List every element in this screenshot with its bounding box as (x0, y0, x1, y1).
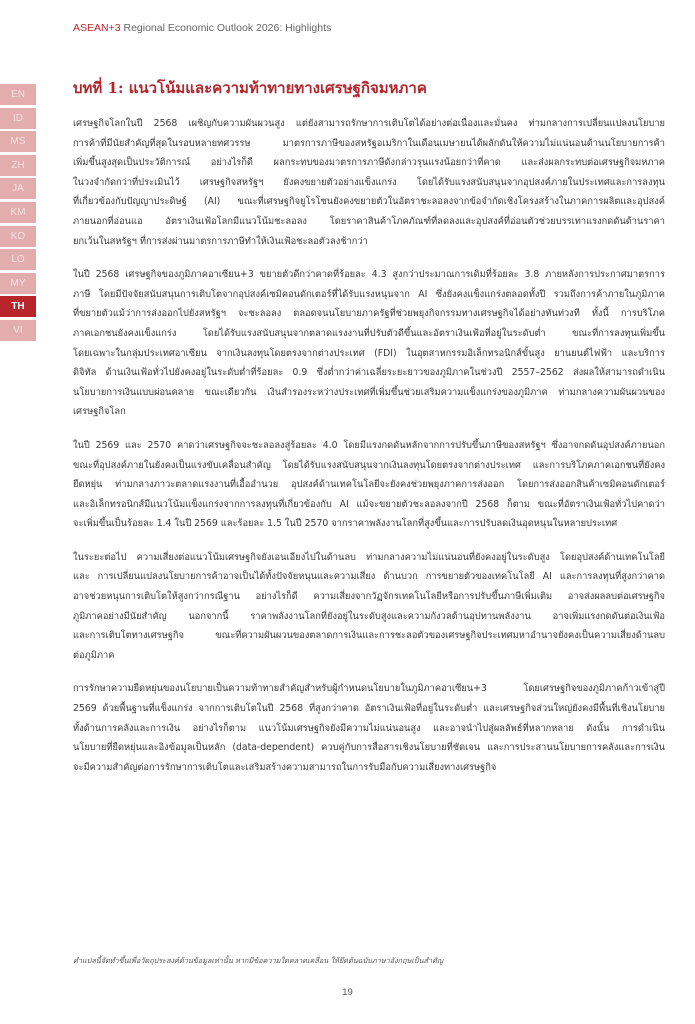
text-line: ภูมิภาคอย่างมีนัยสำคัญ นอกจากนี้ ราคาพลังงานโลกที่ยังอยู่ในระดับสูงและความกังวลด้านอุปทานพลังงาน อาจเพิ่มแรงกดดันต่อเงินเฟ้อ (73, 610, 665, 622)
text-line: ในปี 2568 เศรษฐกิจของภูมิภาคอาเซียน+3 ขยายตัวดีกว่าคาดที่ร้อยละ 4.3 สูงกว่าประมาณการเดิมที่ร้อยละ 3.8 ภายหลังการประกาศมาตรการ (73, 269, 665, 281)
running-header (73, 22, 331, 34)
paragraph (73, 114, 665, 251)
language-tab-id[interactable]: ID (0, 108, 36, 129)
text-line: และ การเปลี่ยนแปลงนโยบายการค้าอาจเป็นได้ทั้งปัจจัยหนุนและความเสี่ยง ด้านบวก การขยายตัวของเทคโนโลยี AI และการลงทุนที่สูงกว่าคาด (73, 571, 665, 583)
language-tab-ja[interactable]: JA (0, 178, 36, 199)
text-line: ในระยะต่อไป ความเสี่ยงต่อแนวโน้มเศรษฐกิจยังเอนเอียงไปในด้านลบ ท่ามกลางความไม่แน่นอนที่ยังคงอยู่ในระดับสูง โดยอุปสงค์ด้านเทคโนโลยี (73, 551, 665, 563)
text-line: การรักษาความยืดหยุ่นของนโยบายเป็นความท้าทายสำคัญสำหรับผู้กำหนดนโยบายในภูมิภาคอาเซียน+3 โดยเศรษฐกิจของภูมิภาคก้าวเข้าสู่ปี (73, 683, 665, 695)
text-line: ภาษี โดยมีปัจจัยสนับสนุนการเติบโตจากอุปสงค์เซมิคอนดักเตอร์ที่ได้รับแรงหนุนจาก AI ซึ่งยังคงแข็งแกร่งตลอดทั้งปี รวมถึงการค้าภายในภูมิภาค (73, 288, 665, 300)
language-tab-en[interactable]: EN (0, 84, 36, 105)
text-line: ขณะที่อุปสงค์ภายในยังคงเป็นแรงขับเคลื่อนสำคัญ โดยได้รับแรงสนับสนุนจากเงินลงทุนโดยตรงจากต่างประเทศ และการบริโภคภาคเอกชนที่ยังคง (73, 459, 665, 471)
paragraph (73, 679, 665, 777)
language-tabs (0, 84, 36, 344)
header-brand: ASEAN+3 (73, 22, 121, 34)
language-tab-ko[interactable]: KO (0, 226, 36, 247)
paragraph (73, 548, 665, 666)
text-line: ในวงจำกัดกว่าที่ประเมินไว้ เศรษฐกิจสหรัฐฯ ยังคงขยายตัวอย่างแข็งแกร่ง โดยได้รับแรงสนับสนุนจากอุปสงค์ภายในประเทศและการลงทุน (73, 176, 665, 188)
text-line: เศรษฐกิจโลกในปี 2568 เผชิญกับความผันผวนสูง แต่ยังสามารถรักษาการเติบโตได้อย่างต่อเนื่องและมั่นคง ท่ามกลางการเปลี่ยนแปลงนโยบาย (73, 118, 665, 129)
text-line: นโยบายที่ยืดหยุ่นและอิงข้อมูลเป็นหลัก (data-dependent) ควบคู่กับการสื่อสารเชิงนโยบายที่ชัดเจน และการประสานนโยบายการคลังและการเงิน (73, 742, 665, 754)
text-line: ภาคเอกชนยังคงแข็งแกร่ง โดยได้รับแรงสนับสนุนจากตลาดแรงงานที่ปรับตัวดีขึ้นและอัตราเงินเฟ้อที่อยู่ในระดับต่ำ ขณะที่การลงทุนเพิ่มขึ้น (73, 327, 665, 339)
text-line: และการเติบโตทางเศรษฐกิจ ขณะที่ความผันผวนของตลาดการเงินและการชะลอตัวของเศรษฐกิจประเทศมหาอำนาจยังคงเป็นความเสี่ยงด้านลบ (73, 630, 665, 642)
text-line: โดยเฉพาะในกลุ่มประเทศอาเซียน จากเงินลงทุนโดยตรงจากต่างประเทศ (FDI) ในอุตสาหกรรมอิเล็กทรอนิกส์ขั้นสูง ยานยนต์ไฟฟ้า และบริการ (73, 347, 665, 359)
language-tab-ms[interactable]: MS (0, 131, 36, 152)
text-line: ที่เกี่ยวข้องกับปัญญาประดิษฐ์ (AI) ขณะที่เศรษฐกิจยูโรโซนยังคงขยายตัวในอัตราชะลอลงจากข้อจำกัดเชิงโครงสร้างในภาคการผลิตและอุปสงค์ (73, 196, 665, 208)
language-tab-vi[interactable]: VI (0, 320, 36, 341)
language-tab-zh[interactable]: ZH (0, 155, 36, 176)
text-line: ต่อภูมิภาค (73, 649, 115, 661)
text-line: ที่ขยายตัวแม้ว่าการส่งออกไปยังสหรัฐฯ จะชะลอลง ตลอดจนนโยบายภาครัฐที่ช่วยพยุงกิจกรรมทางเศรษฐกิจได้อย่างทันท่วงที ทั้งนี้ การบริโภค (73, 308, 665, 320)
text-line: การค้าที่มีนัยสำคัญที่สุดในรอบหลายทศวรรษ มาตรการภาษีของสหรัฐอเมริกาในเดือนเมษายนได้ผลักดันให้ความไม่แน่นอนด้านนโยบายการค้า (73, 137, 665, 149)
page-number: 19 (342, 987, 353, 998)
body-text (73, 114, 665, 791)
language-tab-my[interactable]: MY (0, 273, 36, 294)
text-line: ดิจิทัล ด้านเงินเฟ้อทั่วไปยังคงอยู่ในระดับต่ำที่ร้อยละ 0.9 ซึ่งต่ำกว่าค่าเฉลี่ยระยะยาวของภูมิภาคในช่วงปี 2557–2562 ส่งผลให้สามารถดำเนิน (73, 367, 665, 379)
text-line: เพิ่มขึ้นสูงสุดเป็นประวัติการณ์ อย่างไรก็ดี ผลกระทบของมาตรการภาษีดังกล่าวรุนแรงน้อยกว่าที่คาด และส่งผลกระทบต่อเศรษฐกิจมหภาค (73, 157, 665, 169)
text-line: และอิเล็กทรอนิกส์มีแนวโน้มแข็งแกร่งจากการลงทุนที่เกี่ยวข้องกับ AI แม้จะขยายตัวชะลอลงจากปี 2568 ก็ตาม ขณะที่อัตราเงินเฟ้อทั่วไปคาดว่า (73, 498, 665, 510)
text-line: ในปี 2569 และ 2570 คาดว่าเศรษฐกิจจะชะลอลงสู่ร้อยละ 4.0 โดยมีแรงกดดันหลักจากการปรับขึ้นภาษีของสหรัฐฯ ซึ่งอาจกดดันอุปสงค์ภายนอก (73, 439, 665, 451)
text-line: อาจช่วยหนุนการเติบโตให้สูงกว่ากรณีฐาน อย่างไรก็ดี ความเสี่ยงจากวัฏจักรเทคโนโลยีหรือการปรับขึ้นภาษีเพิ่มเติม อาจส่งผลลบต่อเศรษฐกิจ (73, 591, 665, 603)
paragraph (73, 436, 665, 534)
text-line: ภายนอกที่อ่อนแอ อัตราเงินเฟ้อโลกมีแนวโน้มชะลอลง โดยราคาสินค้าโภคภัณฑ์ที่ลดลงและอุปสงค์ที่อ่อนตัวช่วยบรรเทาแรงกดดันด้านราคา (73, 215, 665, 227)
text-line: จะมีความสำคัญต่อการรักษาการเติบโตและเสริมสร้างความสามารถในการรับมือกับความเสี่ยงทางเศรษฐกิจ (73, 761, 497, 773)
text-line: 2569 ด้วยพื้นฐานที่แข็งแกร่ง จากการเติบโตในปี 2568 ที่สูงกว่าคาด อัตราเงินเฟ้อที่อยู่ในระดับต่ำ และเศรษฐกิจส่วนใหญ่ยังคงมีพื้นที่เชิงนโยบาย (73, 703, 665, 715)
text-line: ทั้งด้านการคลังและการเงิน อย่างไรก็ตาม แนวโน้มเศรษฐกิจยังมีความไม่แน่นอนสูง และอาจนำไปสู่ผลลัพธ์ที่หลากหลาย ดังนั้น การดำเนิน (73, 722, 665, 734)
paragraph (73, 265, 665, 422)
text-line: เศรษฐกิจโลก (73, 406, 126, 418)
language-tab-km[interactable]: KM (0, 202, 36, 223)
text-line: ยืดหยุ่น ท่ามกลางภาวะตลาดแรงงานที่เอื้ออำนวย อุปสงค์ด้านเทคโนโลยีจะยังคงช่วยพยุงภาคการส่งออก โดยการส่งออกสินค้าเซมิคอนดักเตอร์ (73, 479, 665, 491)
language-tab-lo[interactable]: LO (0, 249, 36, 270)
chapter-title: บทที่ 1: แนวโน้มและความท้าทายทางเศรษฐกิจมหภาค (73, 79, 427, 97)
text-line: นโยบายการเงินแบบผ่อนคลาย ขณะเดียวกัน เงินสำรองระหว่างประเทศที่เพิ่มขึ้นช่วยเสริมความแข็งแกร่งของภูมิภาค ท่ามกลางความผันผวนของ (73, 386, 665, 398)
translation-disclaimer: คำแปลนี้จัดทำขึ้นเพื่อวัตถุประสงค์ด้านข้อมูลเท่านั้น หากมีข้อความใดคลาดเคลื่อน ให้ยึดต้นฉบับภาษาอังกฤษเป็นสำคัญ (73, 956, 444, 965)
text-line: ยกเว้นในสหรัฐฯ ที่การส่งผ่านมาตรการภาษีทำให้เงินเฟ้อชะลอตัวลงช้ากว่า (73, 235, 368, 247)
header-title: Regional Economic Outlook 2026: Highlights (120, 22, 332, 34)
text-line: จะเพิ่มขึ้นเป็นร้อยละ 1.4 ในปี 2569 และร้อยละ 1.5 ในปี 2570 จากราคาพลังงานโลกที่สูงขึ้นและการปรับลดเงินอุดหนุนในหลายประเทศ (73, 518, 618, 530)
language-tab-th[interactable]: TH (0, 296, 36, 317)
